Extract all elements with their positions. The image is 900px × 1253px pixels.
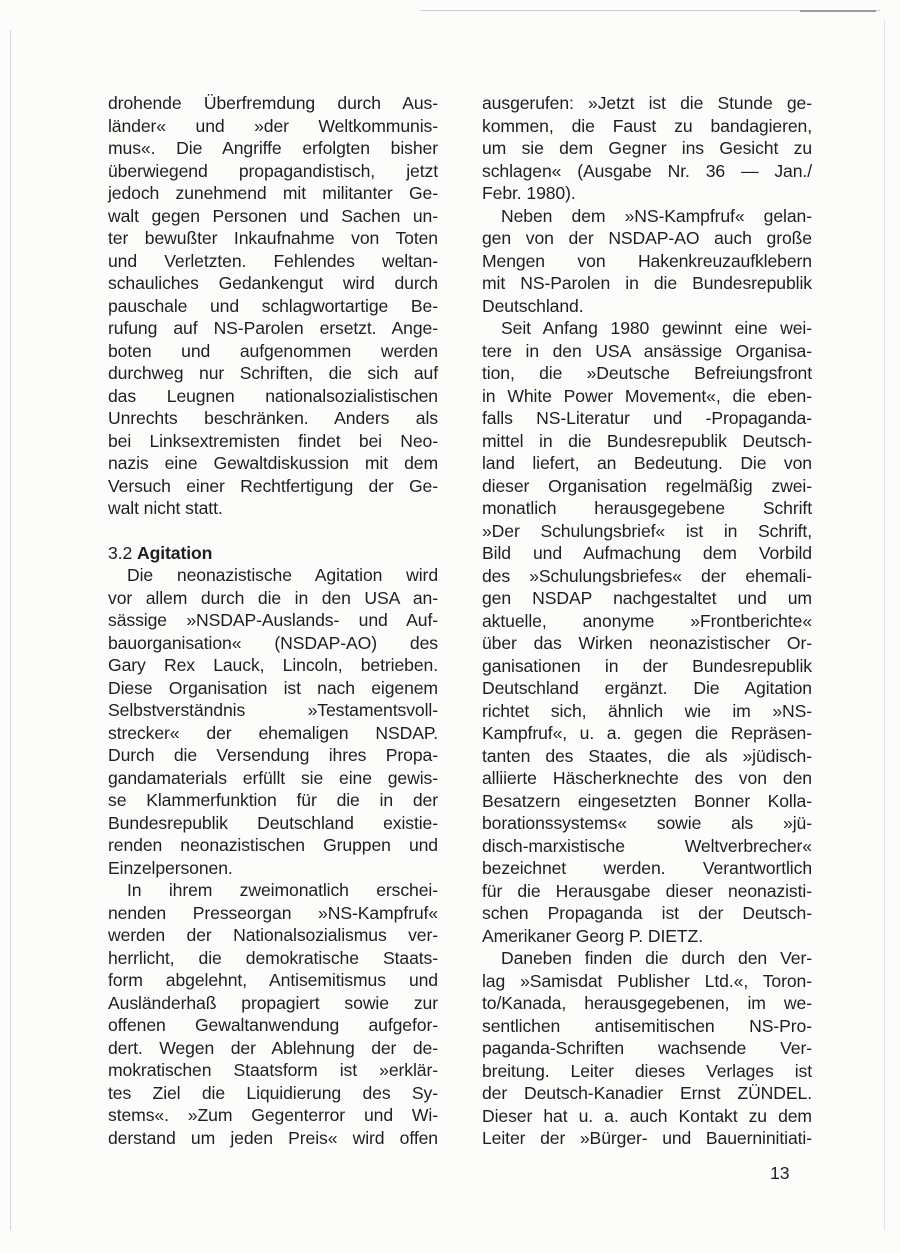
text-line: des »Schulungsbriefes« der ehemali- [482,565,812,586]
text-line: stems«. »Zum Gegenterror und Wi- [108,1105,438,1125]
right-paragraph-1 [482,92,812,205]
section-heading [108,542,438,565]
text-line: se Klammerfunktion für die in der [108,790,438,810]
text-line: Unrechts beschränken. Anders als [108,408,438,428]
text-line: derstand um jeden Preis« wird offen [108,1127,438,1148]
text-line: ter bewußter Inkaufnahme von Toten [108,228,438,248]
text-line: Ausländerhaß propagiert sowie zur [108,992,438,1013]
text-line: pauschale und schlagwortartige Be- [108,295,438,316]
text-line: das Leugnen nationalsozialistischen [108,385,438,406]
left-paragraph-3 [108,879,438,1149]
text-line: borationssystems« sowie als »jü- [482,813,812,833]
text-line: Einzelpersonen. [108,857,233,878]
text-line: bei Linksextremisten findet bei Neo- [108,430,438,451]
text-line: werden der Nationalsozialismus ver- [108,925,438,945]
text-line: monatlich herausgegebene Schrift [482,498,812,518]
text-line: Seit Anfang 1980 gewinnt eine wei- [501,318,812,338]
scan-edge-left [10,30,11,1230]
text-line: aktuelle, anonyme »Frontberichte« [482,610,812,631]
text-line: In ihrem zweimonatlich erschei- [127,880,438,900]
text-line: länder« und »der Weltkommunis- [108,115,438,136]
text-line: strecker« der ehemaligen NSDAP. [108,722,438,743]
text-line: boten und aufgenommen werden [108,340,438,361]
text-line: breitung. Leiter dieses Verlages ist [482,1060,812,1081]
left-paragraph-2 [108,564,438,879]
text-line: Leiter der »Bürger- und Bauerninitiati- [482,1128,812,1148]
text-line: Bild und Aufmachung dem Vorbild [482,543,812,563]
text-line: vor allem durch die in den USA an- [108,587,438,608]
text-line: form abgelehnt, Antisemitismus und [108,970,438,990]
text-line: herrlicht, die demokratische Staats- [108,947,438,968]
text-line: »Der Schulungsbrief« ist in Schrift, [482,520,812,541]
text-line: Febr. 1980). [482,183,576,203]
right-column [482,92,812,1150]
right-paragraph-2 [482,205,812,318]
right-paragraph-3 [482,317,812,947]
text-line: Diese Organisation ist nach eigenem [108,677,438,698]
page-number: 13 [770,1163,790,1183]
text-line: renden neonazistischen Gruppen und [108,835,438,855]
text-line: alliierte Häscherknechte des von den [482,768,812,788]
text-line: nazis eine Gewaltdiskussion mit dem [108,453,438,473]
text-line: to/Kanada, herausgegebenen, im we- [482,993,812,1013]
right-paragraph-4 [482,947,812,1150]
text-line: ausgerufen: »Jetzt ist die Stunde ge- [482,93,812,113]
text-line: lag »Samisdat Publisher Ltd.«, Toron- [482,970,812,991]
text-line: drohende Überfremdung durch Aus- [108,93,438,113]
text-line: mus«. Die Angriffe erfolgten bisher [108,138,438,158]
text-line: über das Wirken neonazistischer Or- [482,633,812,653]
text-line: der Deutsch-Kanadier Ernst ZÜNDEL. [482,1083,812,1103]
left-column [108,92,438,1149]
text-line: Durch die Versendung ihres Propa- [108,745,438,765]
text-line: walt nicht statt. [108,498,223,518]
text-line: überwiegend propagandistisch, jetzt [108,160,438,181]
text-line: mittel in die Bundesrepublik Deutsch- [482,430,812,451]
text-line: Amerikaner Georg P. DIETZ. [482,925,703,946]
text-line: Besatzern eingesetzten Bonner Kolla- [482,790,812,811]
text-line: tanten des Staates, die als »jüdisch- [482,745,812,766]
text-line: gen von der NSDAP-AO auch große [482,228,812,248]
text-line: Deutschland. [482,295,584,316]
text-line: Bundesrepublik Deutschland existie- [108,812,438,833]
text-line: nenden Presseorgan »NS-Kampfruf« [108,902,438,923]
text-line: Mengen von Hakenkreuzaufklebern [482,250,812,271]
text-line: rufung auf NS-Parolen ersetzt. Ange- [108,318,438,338]
text-line: Die neonazistische Agitation wird [127,565,438,585]
text-line: schen Propaganda ist der Deutsch- [482,903,812,923]
text-line: sässige »NSDAP-Auslands- und Auf- [108,610,438,630]
text-line: Versuch einer Rechtfertigung der Ge- [108,475,438,496]
text-line: bezeichnet werden. Verantwortlich [482,858,812,878]
text-line: Kampfruf«, u. a. gegen die Repräsen- [482,723,812,743]
text-line: Deutschland ergänzt. Die Agitation [482,678,812,698]
text-line: land liefert, an Bedeutung. Die von [482,453,812,473]
text-line: tere in den USA ansässige Organisa- [482,340,812,361]
text-line: und Verletzten. Fehlendes weltan- [108,250,438,271]
text-line: jedoch zunehmend mit militanter Ge- [108,183,438,203]
text-line: walt gegen Personen und Sachen un- [108,205,438,226]
section-number: 3.2 [108,542,133,563]
text-line: Selbstverständnis »Testamentsvoll- [108,700,438,720]
text-line: tes Ziel die Liquidierung des Sy- [108,1082,438,1103]
text-line: Dieser hat u. a. auch Kontakt zu dem [482,1105,812,1126]
scan-edge-right [884,20,885,1230]
text-line: gen NSDAP nachgestaltet und um [482,588,812,608]
text-line: kommen, die Faust zu bandagieren, [482,115,812,136]
text-line: schauliches Gedankengut wird durch [108,273,438,293]
text-line: durchweg nur Schriften, die sich auf [108,363,438,383]
text-line: gandamaterials erfüllt sie eine gewis- [108,767,438,788]
text-line: dieser Organisation regelmäßig zwei- [482,475,812,496]
text-line: Daneben finden die durch den Ver- [501,948,812,968]
text-line: Neben dem »NS-Kampfruf« gelan- [501,205,812,226]
text-line: bauorganisation« (NSDAP-AO) des [108,632,438,653]
left-paragraph-1 [108,92,438,520]
text-line: für die Herausgabe dieser neonazisti- [482,880,812,901]
text-line: disch-marxistische Weltverbrecher« [482,835,812,856]
text-line: sentlichen antisemitischen NS-Pro- [482,1015,812,1036]
text-line: in White Power Movement«, die eben- [482,385,812,406]
text-line: dert. Wegen der Ablehnung der de- [108,1037,438,1058]
text-line: falls NS-Literatur und -Propaganda- [482,408,812,428]
text-line: um sie dem Gegner ins Gesicht zu [482,138,812,158]
text-line: schlagen« (Ausgabe Nr. 36 — Jan./ [482,160,812,181]
text-line: mit NS-Parolen in die Bundesrepublik [482,273,812,293]
text-line: tion, die »Deutsche Befreiungsfront [482,363,812,383]
text-line: offenen Gewaltanwendung aufgefor- [108,1015,438,1035]
text-line: mokratischen Staatsform ist »erklär- [108,1060,438,1080]
text-line: richtet sich, ähnlich wie im »NS- [482,700,812,721]
text-line: ganisationen in der Bundesrepublik [482,655,812,676]
section-title: Agitation [136,542,213,563]
scan-edge-top-dark [800,10,876,12]
text-line: paganda-Schriften wachsende Ver- [482,1038,812,1058]
text-line: Gary Rex Lauck, Lincoln, betrieben. [108,655,438,675]
